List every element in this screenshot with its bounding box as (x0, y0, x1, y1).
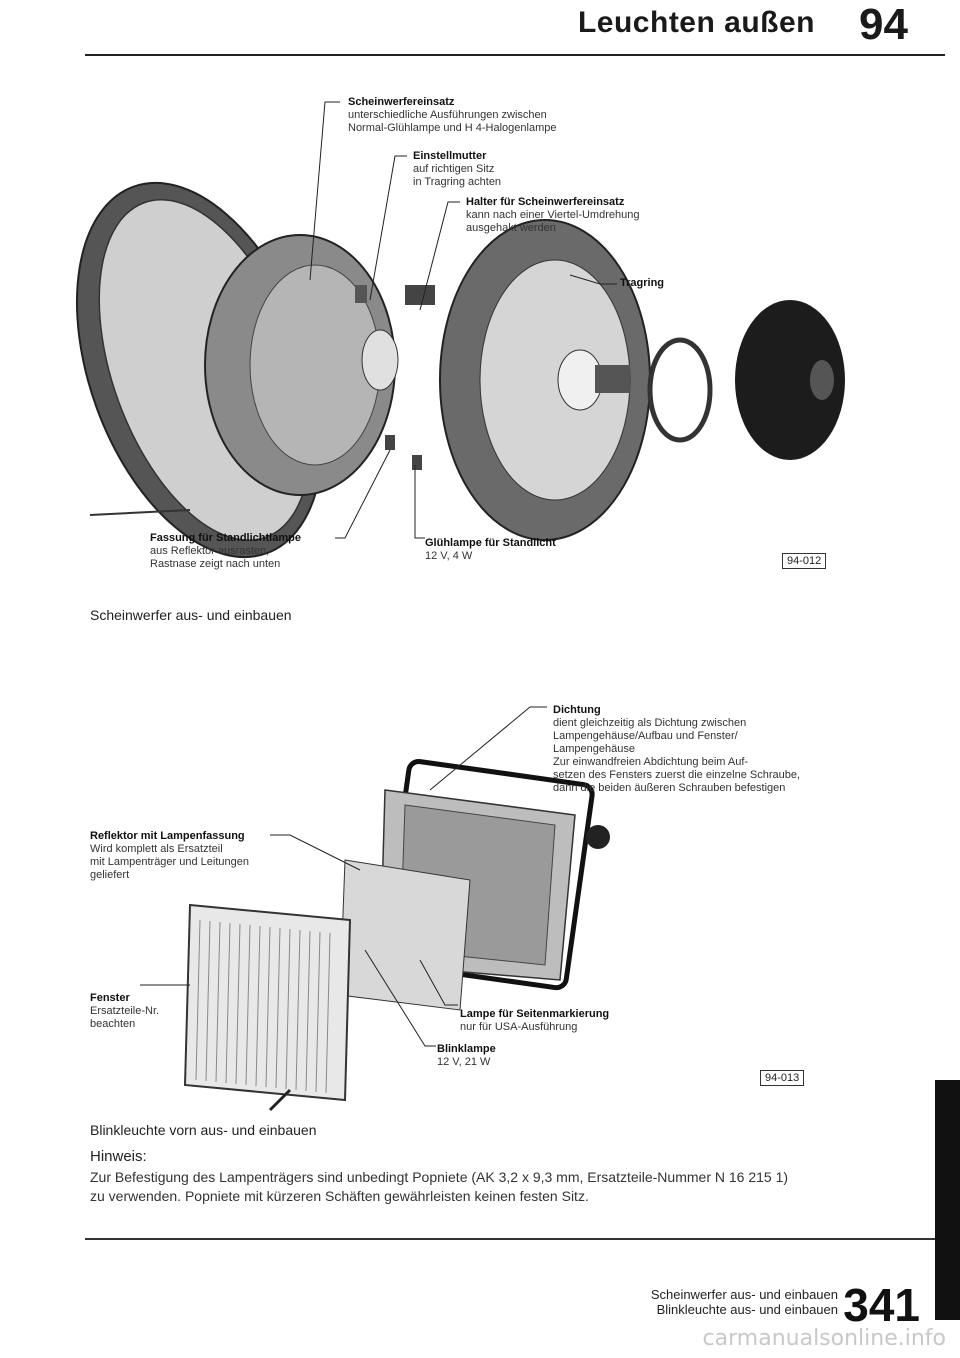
callout-seitenmarkierung: Lampe für Seitenmarkierung nur für USA-Ausführung (460, 1008, 610, 1033)
callout-reflektor: Reflektor mit Lampenfassung Wird komplett als Ersatzteil mit Lampenträger und Leitungen geliefert (90, 830, 249, 881)
footer-topic-2: Blinkleuchte aus- und einbauen (656, 1302, 838, 1317)
note-text (90, 1168, 930, 1206)
figure-id-1: 94-012 (782, 553, 826, 569)
figure-caption-2: Blinkleuchte vorn aus- und einbauen (90, 1122, 317, 1138)
callout-scheinwerfereinsatz: Scheinwerfereinsatz unterschiedliche Ausführungen zwischen Normal-Glühlampe und H 4-Halogenlampe (348, 96, 557, 134)
chapter-number: 94 (859, 0, 908, 49)
note-line-2: zu verwenden. Popniete mit kürzeren Schäften gewährleisten keinen festen Sitz. (90, 1188, 589, 1204)
note-heading: Hinweis: (90, 1148, 147, 1165)
callout-fassung-standlicht: Fassung für Standlichtlampe aus Reflektor ausrasten, Rastnase zeigt nach unten (150, 532, 301, 570)
header-rule (85, 54, 945, 56)
footer-rule (85, 1238, 945, 1240)
note-line-1: Zur Befestigung des Lampenträgers sind unbedingt Popniete (AK 3,2 x 9,3 mm, Ersatzteile-Nummer N 16 215 1) (90, 1169, 789, 1185)
figure-id-2: 94-013 (760, 1070, 804, 1086)
section-title: Leuchten außen (577, 6, 815, 39)
watermark: carmanualsonline.info (702, 1326, 946, 1351)
footer-topics (651, 1287, 838, 1317)
callout-einstellmutter: Einstellmutter auf richtigen Sitz in Tragring achten (413, 150, 502, 188)
callout-fenster: Fenster Ersatzteile-Nr. beachten (90, 992, 160, 1030)
callout-blinklampe: Blinklampe 12 V, 21 W (437, 1043, 496, 1068)
footer-topic-1: Scheinwerfer aus- und einbauen (650, 1287, 838, 1302)
page-number: 341 (843, 1279, 920, 1331)
callout-tragring: Tragring (620, 277, 665, 289)
callout-gluehlampe-standlicht: Glühlampe für Standlicht 12 V, 4 W (425, 537, 556, 562)
figure-caption-1: Scheinwerfer aus- und einbauen (90, 607, 292, 623)
callout-dichtung: Dichtung dient gleichzeitig als Dichtung zwischen Lampengehäuse/Aufbau und Fenster/ Lampengehäuse Zur einwandfreien Abdichtung beim Auf- setzen des Fensters zuerst die einzelne Schraube, dann die beiden äußeren Schrauben befestigen (553, 704, 801, 794)
thumb-index-tab (935, 1080, 960, 1320)
callout-halter: Halter für Scheinwerfereinsatz kann nach einer Viertel-Umdrehung ausgehakt werden (466, 196, 640, 234)
headlight-exploded-illustration (0, 60, 960, 600)
